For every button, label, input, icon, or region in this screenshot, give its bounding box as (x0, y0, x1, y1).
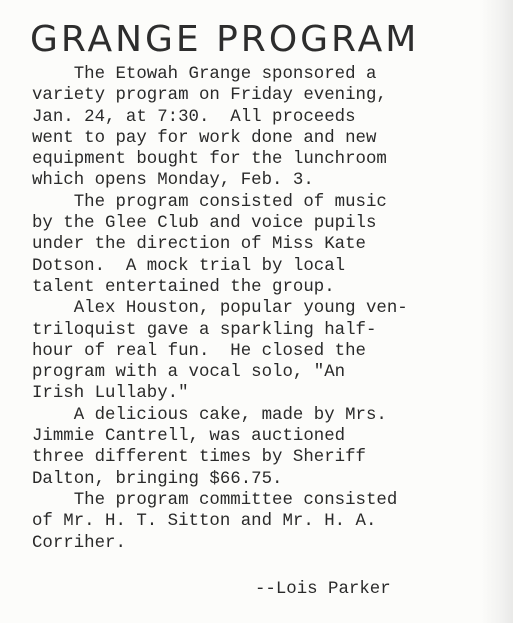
article-line: Jimmie Cantrell, was auctioned (32, 427, 346, 447)
article-line: Dotson. A mock trial by local (32, 256, 346, 276)
article-line: went to pay for work done and new (32, 128, 377, 148)
article-byline: --Lois Parker (255, 580, 391, 599)
article-headline: GRANGE PROGRAM (30, 19, 420, 60)
article-line: The program committee consisted (32, 490, 398, 510)
article-line: program with a vocal solo, "An (32, 363, 346, 383)
article-line: which opens Monday, Feb. 3. (32, 171, 314, 191)
article-line: triloquist gave a sparkling half- (32, 320, 377, 340)
article-line: Jan. 24, at 7:30. All proceeds (32, 107, 356, 127)
article-line: equipment bought for the lunchroom (32, 150, 387, 170)
article-line: by the Glee Club and voice pupils (32, 214, 377, 234)
article-line: under the direction of Miss Kate (32, 235, 366, 255)
article-line: A delicious cake, made by Mrs. (32, 405, 387, 425)
article-line: Dalton, bringing $66.75. (32, 469, 283, 489)
article-line: hour of real fun. He closed the (32, 341, 366, 361)
article-line: variety program on Friday evening, (32, 86, 387, 106)
article-line: Corriher. (32, 533, 126, 553)
article-line: Irish Lullaby." (32, 384, 189, 404)
article-line: of Mr. H. T. Sitton and Mr. H. A. (32, 512, 377, 532)
article-line: talent entertained the group. (32, 277, 335, 297)
article-line: The program consisted of music (32, 192, 387, 212)
article-line: three different times by Sheriff (32, 448, 366, 468)
article-line: The Etowah Grange sponsored a (32, 65, 377, 84)
article-line: Alex Houston, popular young ven- (32, 299, 408, 319)
article-body (32, 64, 507, 554)
